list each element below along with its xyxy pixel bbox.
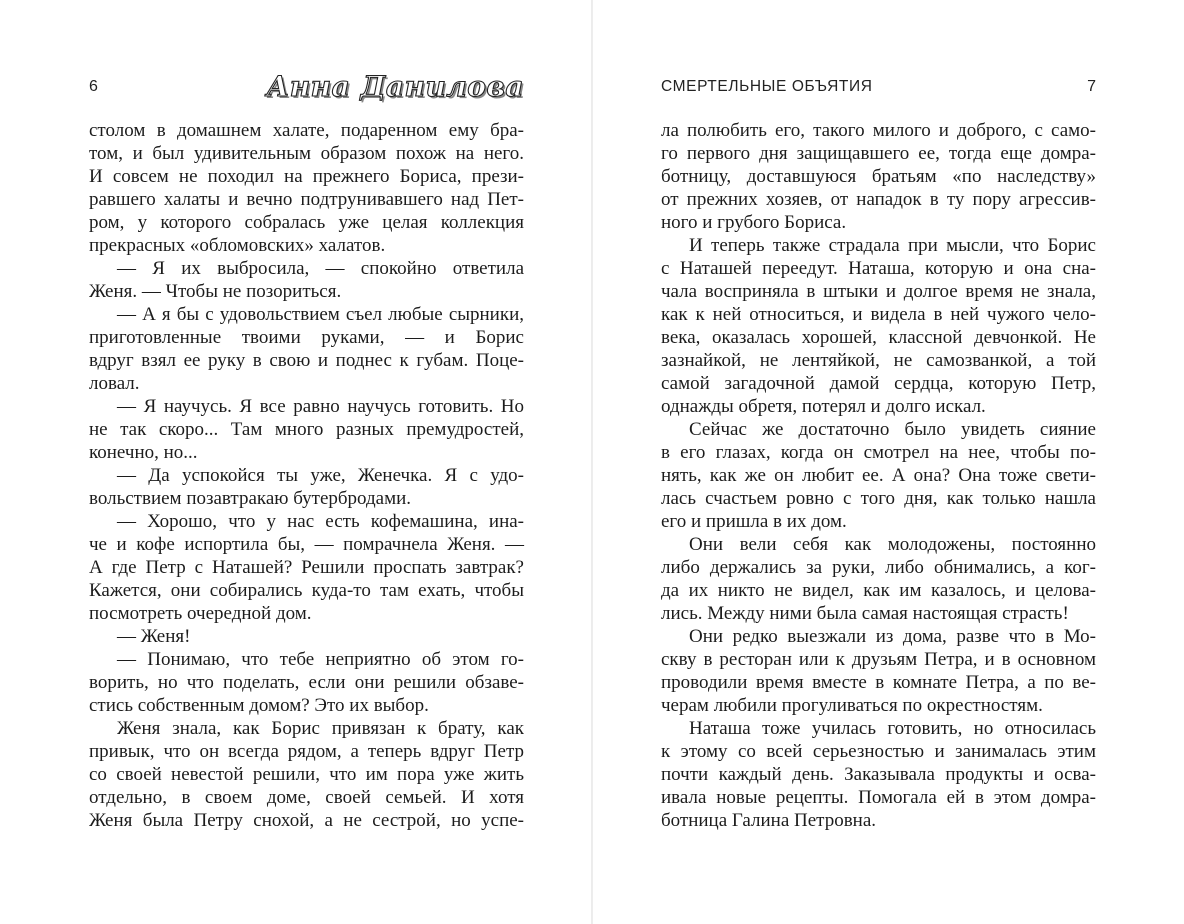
text-line: ботницу, доставшуюся братьям «по наследству»: [661, 166, 1096, 187]
text-line: нять, как же он любит ее. А она? Она тоже свети-: [661, 465, 1096, 486]
right-page: [661, 0, 1096, 924]
text-line: к этому со всей серьезностью и занималась этим: [661, 741, 1096, 762]
page-number-left: 6: [89, 78, 98, 95]
text-line: проводили время вместе в комнате Петра, а по ве-: [661, 672, 1096, 693]
text-line: приготовленные твоими руками, — и Борис: [89, 327, 524, 348]
text-line: го первого дня защищавшего ее, тогда еще домра-: [661, 143, 1096, 164]
text-line: А где Петр с Наташей? Решили проспать завтрак?: [89, 557, 524, 578]
left-page-body-text: [89, 119, 524, 832]
text-line: конечно, но...: [89, 442, 198, 463]
text-line: ботница Галина Петровна.: [661, 810, 877, 831]
book-title: СМЕРТЕЛЬНЫЕ ОБЪЯТИЯ: [661, 78, 873, 95]
text-line: с Наташей переедут. Наташа, которую и она сна-: [661, 258, 1096, 279]
text-line: Сейчас же достаточно было увидеть сияние: [689, 419, 1096, 440]
text-line: — Я научусь. Я все равно научусь готовить. Но: [117, 396, 524, 417]
text-line: прекрасных «обломовских» халатов.: [89, 235, 386, 256]
page-number-right: 7: [1087, 78, 1096, 95]
text-line: столом в домашнем халате, подаренном ему бра-: [89, 120, 524, 141]
text-line: да их никто не видел, как им казалось, и целова-: [661, 580, 1096, 601]
text-line: почти каждый день. Заказывала продукты и осва-: [661, 764, 1096, 785]
text-line: вдруг взял ее руку в свою и поднес к губам. Поце-: [89, 350, 524, 371]
text-line: как к ней относиться, и видела в ней чужого чело-: [661, 304, 1096, 325]
text-line: привык, что он всегда рядом, а теперь вдруг Петр: [89, 741, 524, 762]
text-line: самой загадочной дамой сердца, которую Петр,: [661, 373, 1096, 394]
text-line: — Хорошо, что у нас есть кофемашина, ина-: [117, 511, 524, 532]
text-line: — Я их выбросила, — спокойно ответила: [117, 258, 524, 279]
text-line: Кажется, они собирались куда-то там ехать, чтобы: [89, 580, 524, 601]
text-line: том, и был удивительным образом похож на него.: [89, 143, 524, 164]
text-line: вольствием позавтракаю бутербродами.: [89, 488, 412, 509]
text-line: его и пришла в их дом.: [661, 511, 847, 532]
text-line: Наташа тоже училась готовить, но относилась: [689, 718, 1096, 739]
text-line: черам любили прогуливаться по окрестностям.: [661, 695, 1043, 716]
text-line: Они вели себя как молодожены, постоянно: [689, 534, 1096, 555]
text-line: че и кофе испортила бы, — помрачнела Женя. —: [89, 534, 524, 555]
text-line: Они редко выезжали из дома, разве что в Мо-: [689, 626, 1096, 647]
text-line: однажды обретя, потерял и долго искал.: [661, 396, 986, 417]
right-page-header: [661, 72, 1096, 106]
text-line: ивала новые рецепты. Помогала ей в этом домра-: [661, 787, 1096, 808]
text-line: от прежних хозяев, от нападок в ту пору агрессив-: [661, 189, 1096, 210]
left-page: [89, 0, 524, 924]
text-line: И теперь также страдала при мысли, что Борис: [689, 235, 1096, 256]
text-line: лись. Между ними была самая настоящая страсть!: [661, 603, 1069, 624]
text-line: Женя. — Чтобы не позориться.: [89, 281, 342, 302]
text-line: скву в ресторан или к друзьям Петра, и в основном: [661, 649, 1096, 670]
text-line: не так скоро... Там много разных премудростей,: [89, 419, 524, 440]
text-line: стись собственным домом? Это их выбор.: [89, 695, 429, 716]
text-line: — А я бы с удовольствием съел любые сырники,: [117, 304, 524, 325]
text-line: Женя была Петру снохой, а не сестрой, но успе-: [89, 810, 524, 831]
text-line: — Понимаю, что тебе неприятно об этом го-: [117, 649, 524, 670]
text-line: ного и грубого Бориса.: [661, 212, 847, 233]
text-line: ла полюбить его, такого милого и доброго, с само-: [661, 120, 1096, 141]
text-line: ром, у которого собралась уже целая коллекция: [89, 212, 524, 233]
text-line: отдельно, в своем доме, своей семьей. И хотя: [89, 787, 524, 808]
text-line: века, оказалась хорошей, классной девчонкой. Не: [661, 327, 1096, 348]
text-line: в его глазах, когда он смотрел на нее, чтобы по-: [661, 442, 1096, 463]
book-gutter: [591, 0, 593, 924]
text-line: либо держались за руки, либо обнимались, а ког-: [661, 557, 1096, 578]
text-line: И совсем не походил на прежнего Бориса, прези-: [89, 166, 524, 187]
text-line: ловал.: [89, 373, 140, 394]
left-page-header: [89, 72, 524, 106]
text-line: ворить, но что поделать, если они решили обзаве-: [89, 672, 524, 693]
text-line: посмотреть очередной дом.: [89, 603, 312, 624]
text-line: — Женя!: [117, 626, 191, 647]
right-page-body-text: [661, 119, 1096, 832]
author-name: Анна Данилова: [266, 70, 524, 103]
text-line: чала восприняла в штыки и долгое время не знала,: [661, 281, 1096, 302]
text-line: равшего халаты и вечно подтрунивавшего над Пет-: [89, 189, 524, 210]
text-line: зазнайкой, не лентяйкой, не самозванкой, а той: [661, 350, 1096, 371]
text-line: Женя знала, как Борис привязан к брату, как: [117, 718, 524, 739]
text-line: со своей невестой решили, что им пора уже жить: [89, 764, 524, 785]
text-line: — Да успокойся ты уже, Женечка. Я с удо-: [117, 465, 524, 486]
text-line: лась счастьем ровно с того дня, как только нашла: [661, 488, 1096, 509]
